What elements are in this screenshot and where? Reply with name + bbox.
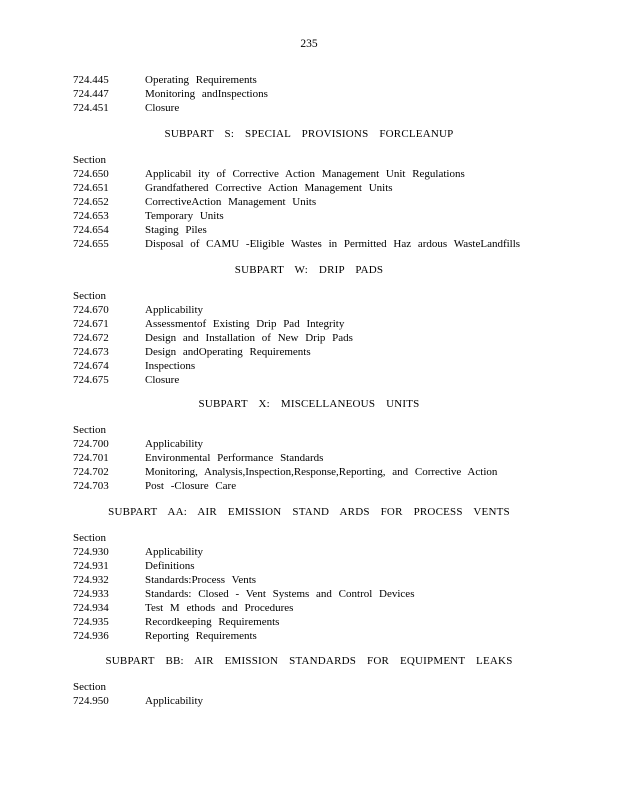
list-item [73,451,543,465]
section-title: Applicability [145,304,204,316]
list-item [73,694,543,708]
section-number: 724.671 [73,318,109,330]
section-number: 724.935 [73,616,109,628]
subpart-x-list [73,423,543,493]
section-number: 724.933 [73,588,109,600]
list-item [73,465,543,479]
section-column-label: Section [73,424,106,436]
section-title: CorrectiveAction Management Units [145,196,317,208]
subpart-bb-list [73,680,543,708]
section-number: 724.651 [73,182,109,194]
list-item [73,223,543,237]
subpart-aa-list [73,531,543,643]
section-title: Design andOperating Requirements [145,346,311,358]
section-number: 724.700 [73,438,109,450]
section-number: 724.447 [73,88,109,100]
section-number: 724.445 [73,74,109,86]
list-item [73,373,543,387]
section-number: 724.655 [73,238,109,250]
section-title: Applicability [145,695,204,707]
section-title: Post -Closure Care [145,480,237,492]
section-title: Disposal of CAMU -Eligible Wastes in Permitted Haz ardous WasteLandfills [145,238,521,250]
section-title: Design and Installation of New Drip Pads [145,332,353,344]
list-item [73,317,543,331]
section-title: Test M ethods and Procedures [145,602,294,614]
section-title: Grandfathered Corrective Action Management Units [145,182,393,194]
section-title: Closure [145,102,180,114]
top-entry-list [73,73,543,115]
section-title: Environmental Performance Standards [145,452,324,464]
section-title: Applicability [145,438,204,450]
list-item [73,101,543,115]
section-title: Inspections [145,360,196,372]
list-item [73,167,543,181]
subpart-w-list [73,289,543,387]
section-title: Assessmentof Existing Drip Pad Integrity [145,318,345,330]
section-title: Staging Piles [145,224,207,236]
section-title: Monitoring andInspections [145,88,268,100]
section-number: 724.652 [73,196,109,208]
section-title: Standards: Closed - Vent Systems and Control Devices [145,588,415,600]
page-number: 235 [300,38,318,50]
section-number: 724.936 [73,630,109,642]
section-number: 724.934 [73,602,109,614]
list-item [73,303,543,317]
section-number: 724.701 [73,452,109,464]
list-item [73,87,543,101]
section-number: 724.654 [73,224,109,236]
list-item [73,437,543,451]
list-item [73,209,543,223]
list-item [73,237,543,251]
list-item [73,331,543,345]
subpart-heading: SUBPART X: MISCELLANEOUS UNITS [198,398,420,410]
list-item [73,601,543,615]
section-number: 724.932 [73,574,109,586]
list-item [73,479,543,493]
list-item [73,573,543,587]
section-number: 724.931 [73,560,109,572]
section-number: 724.451 [73,102,109,114]
subpart-heading: SUBPART W: DRIP PADS [234,264,384,276]
list-item [73,587,543,601]
subpart-heading: SUBPART S: SPECIAL PROVISIONS FORCLEANUP [164,128,454,140]
section-title: Monitoring, Analysis,Inspection,Response,Reporting, and Corrective Action [145,466,498,478]
section-number: 724.950 [73,695,109,707]
list-item [73,195,543,209]
list-item [73,181,543,195]
section-number: 724.930 [73,546,109,558]
section-title: Standards:Process Vents [145,574,257,586]
section-title: Temporary Units [145,210,224,222]
list-item [73,359,543,373]
section-number: 724.673 [73,346,109,358]
section-title: Reporting Requirements [145,630,257,642]
section-number: 724.670 [73,304,109,316]
section-title: Closure [145,374,180,386]
section-number: 724.650 [73,168,109,180]
subpart-heading: SUBPART BB: AIR EMISSION STANDARDS FOR EQUIPMENT LEAKS [105,655,513,667]
list-item [73,615,543,629]
list-item [73,73,543,87]
section-title: Applicabil ity of Corrective Action Management Unit Regulations [145,168,465,180]
list-item [73,345,543,359]
section-number: 724.672 [73,332,109,344]
section-column-label: Section [73,290,106,302]
section-title: Recordkeeping Requirements [145,616,280,628]
subpart-s-list [73,153,543,251]
list-item [73,559,543,573]
section-column-label: Section [73,154,106,166]
section-number: 724.702 [73,466,109,478]
section-number: 724.675 [73,374,109,386]
section-number: 724.703 [73,480,109,492]
section-number: 724.674 [73,360,109,372]
list-item [73,545,543,559]
subpart-heading: SUBPART AA: AIR EMISSION STAND ARDS FOR PROCESS VENTS [108,506,510,518]
section-title: Applicability [145,546,204,558]
section-title: Operating Requirements [145,74,257,86]
section-column-label: Section [73,532,106,544]
section-column-label: Section [73,681,106,693]
section-number: 724.653 [73,210,109,222]
list-item [73,629,543,643]
section-title: Definitions [145,560,195,572]
